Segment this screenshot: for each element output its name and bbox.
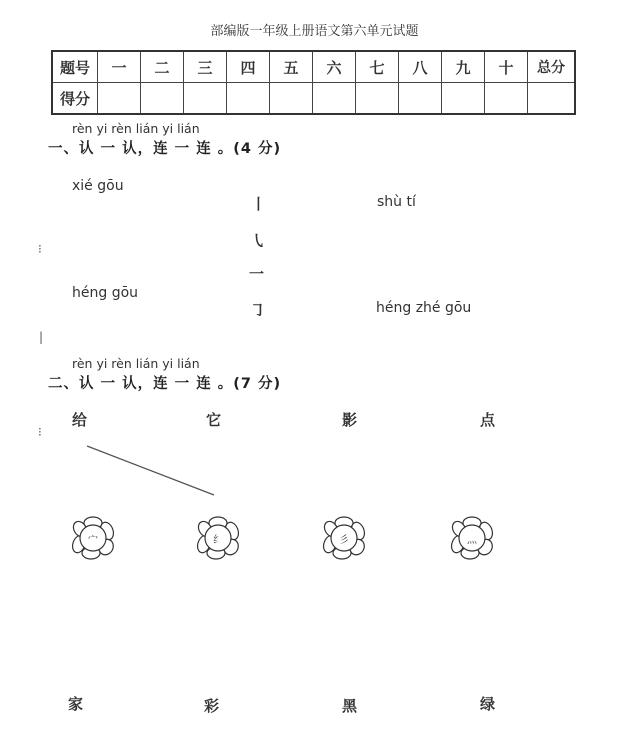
score-table-col: 六 xyxy=(313,51,356,83)
radical-label: 纟 xyxy=(213,534,223,546)
score-table-col: 五 xyxy=(270,51,313,83)
score-table xyxy=(51,50,576,115)
score-cell[interactable] xyxy=(356,83,399,115)
radical-label: 宀 xyxy=(88,534,98,546)
q2-top-char-3[interactable]: 影 xyxy=(342,411,358,429)
flower-radical-1[interactable] xyxy=(71,516,115,560)
margin-mark: | xyxy=(39,330,44,344)
score-table-score-row xyxy=(52,83,575,115)
score-cell-total[interactable] xyxy=(528,83,576,115)
score-cell[interactable] xyxy=(227,83,270,115)
q2-bottom-char-4[interactable]: 绿 xyxy=(480,695,496,713)
q2-pinyin: rèn yi rèn lián yi lián xyxy=(72,356,200,371)
flower-radical-3[interactable] xyxy=(322,516,366,560)
score-table-col: 二 xyxy=(141,51,184,83)
horizontal-stroke[interactable]: 一 xyxy=(249,265,265,283)
score-table-header-label: 题号 xyxy=(52,51,98,83)
score-cell[interactable] xyxy=(313,83,356,115)
score-cell[interactable] xyxy=(141,83,184,115)
q1-left-pinyin-2[interactable]: héng gōu xyxy=(72,285,139,301)
radical-label: 彡 xyxy=(339,534,349,546)
vertical-stroke[interactable]: 丨 xyxy=(251,195,267,213)
horizontal-fold-hook-stroke[interactable]: ㇆ xyxy=(250,301,266,319)
q2-bottom-char-2[interactable]: 彩 xyxy=(204,697,220,715)
q2-heading: 二、认 一 认，连 一 连 。(7 分) xyxy=(48,376,282,392)
score-table-header-row xyxy=(52,51,575,83)
score-table-col: 七 xyxy=(356,51,399,83)
margin-mark: ⁝ xyxy=(38,242,42,256)
flower-radical-4[interactable] xyxy=(450,516,494,560)
slant-hook-stroke[interactable]: ㇂ xyxy=(251,232,267,250)
q1-heading: 一、认 一 认，连 一 连 。(4 分) xyxy=(48,141,282,157)
score-cell[interactable] xyxy=(399,83,442,115)
score-cell[interactable] xyxy=(485,83,528,115)
score-cell[interactable] xyxy=(270,83,313,115)
q2-top-char-4[interactable]: 点 xyxy=(480,411,496,429)
score-cell[interactable] xyxy=(184,83,227,115)
q1-right-pinyin-1[interactable]: shù tí xyxy=(377,194,416,210)
q2-top-char-1[interactable]: 给 xyxy=(72,411,88,429)
example-connecting-line xyxy=(85,444,217,498)
q1-pinyin: rèn yi rèn lián yi lián xyxy=(72,121,200,136)
q2-bottom-char-1[interactable]: 家 xyxy=(68,695,84,713)
score-cell[interactable] xyxy=(98,83,141,115)
score-table-row-label: 得分 xyxy=(52,83,98,115)
score-table-col: 三 xyxy=(184,51,227,83)
flower-radical-2[interactable] xyxy=(196,516,240,560)
score-cell[interactable] xyxy=(442,83,485,115)
page-title: 部编版一年级上册语文第六单元试题 xyxy=(210,24,419,39)
score-table-col: 四 xyxy=(227,51,270,83)
margin-mark: ⁝ xyxy=(38,425,42,439)
score-table-col: 一 xyxy=(98,51,141,83)
score-table-col: 九 xyxy=(442,51,485,83)
q2-top-char-2[interactable]: 它 xyxy=(206,411,222,429)
q1-left-pinyin-1[interactable]: xié gōu xyxy=(72,178,124,194)
score-table-col: 十 xyxy=(485,51,528,83)
score-table-col-total: 总分 xyxy=(528,51,576,83)
q1-right-pinyin-2[interactable]: héng zhé gōu xyxy=(376,300,472,316)
radical-label: 灬 xyxy=(467,534,477,546)
q2-bottom-char-3[interactable]: 黑 xyxy=(342,697,358,715)
score-table-col: 八 xyxy=(399,51,442,83)
